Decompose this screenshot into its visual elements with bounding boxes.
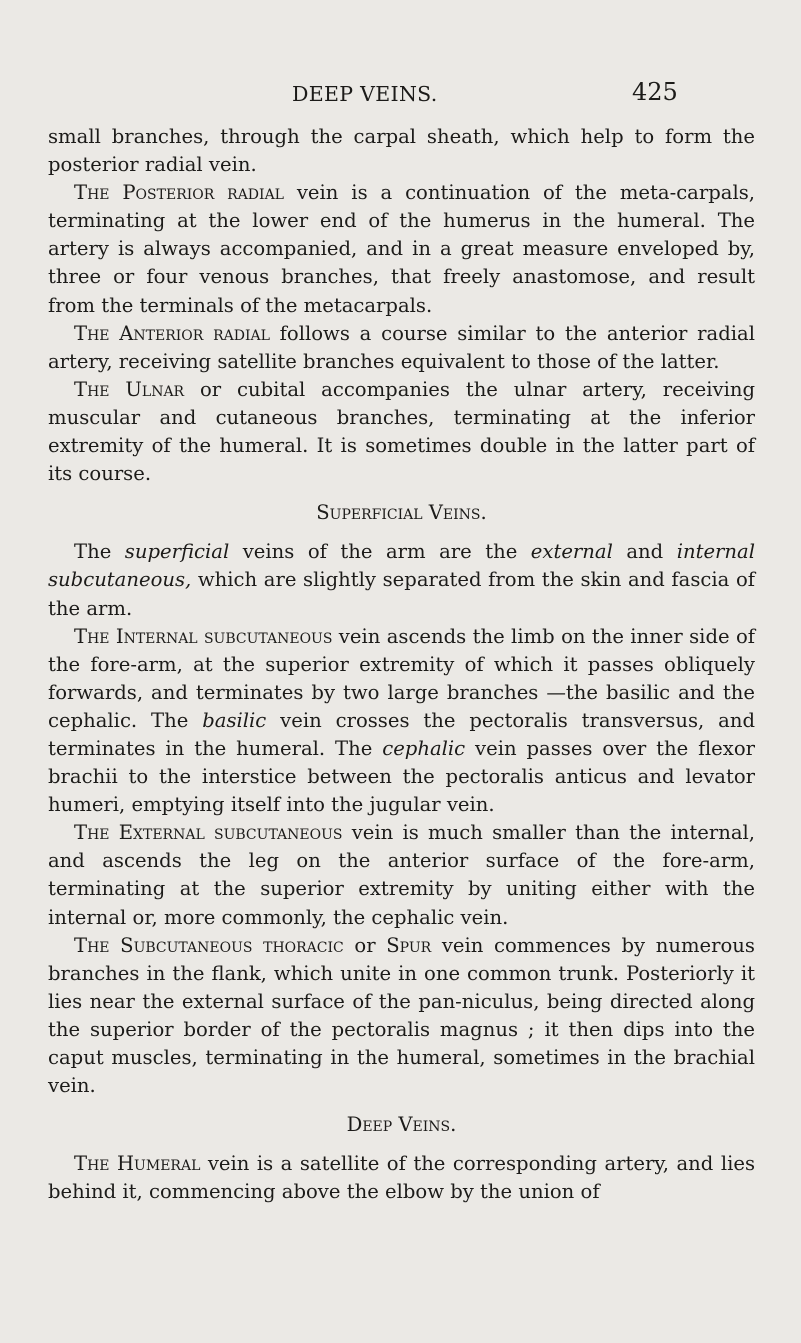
heading-superficial-veins: Superficial Veins. (316, 501, 487, 525)
term-external-subcutaneous: The External subcutaneous (74, 821, 343, 845)
term-ulnar: The Ulnar (74, 377, 185, 401)
paragraph-humeral: The Humeral vein is a satellite of the corresponding artery, and lies behind it, commencing above the elbow by the union of (48, 1152, 755, 1204)
term-anterior-radial: The Anterior radial (74, 321, 270, 345)
body-text (48, 123, 755, 1206)
page-number: 425 (632, 78, 678, 106)
term-posterior-radial: The Posterior radial (74, 181, 284, 205)
paragraph-anterior-radial: The Anterior radial follows a course similar to the anterior radial artery, receiving satellite branches equivalent to those of the latter. (48, 321, 755, 373)
paragraph-continuation: small branches, through the carpal sheath, which help to form the posterior radial vein. (48, 125, 755, 177)
paragraph-posterior-radial: The Posterior radial vein is a continuation of the meta-carpals, terminating at the lower end of the humerus in the humeral. The artery is always accompanied, and in a great measure enveloped by, three or four venous branches, that freely anastomose, and result from the terminals of the metacarpals. (48, 181, 755, 317)
term-subcutaneous-thoracic: The Subcutaneous thoracic (74, 933, 344, 957)
term-spur: Spur (386, 933, 432, 957)
heading-deep-veins: Deep Veins. (346, 1113, 457, 1137)
paragraph-internal-subcutaneous: The Internal subcutaneous vein ascends the limb on the inner side of the fore-arm, at the superior extremity of which it passes obliquely forwards, and terminates by two large branches —the basilic and the cephalic. The basilic vein crosses the pectoralis transversus, and terminates in the humeral. The cephalic vein passes over the flexor brachii to the interstice between the pectoralis anticus and levator humeri, emptying itself into the jugular vein. (48, 624, 755, 817)
term-internal-subcutaneous: The Internal subcutaneous (74, 624, 333, 648)
running-title: DEEP VEINS. (292, 82, 438, 106)
paragraph-subcutaneous-thoracic: The Subcutaneous thoracic or Spur vein commences by numerous branches in the flank, which unite in one common trunk. Posteriorly it lies near the external surface of the pan-niculus, being directed along the superior border of the pectoralis magnus ; it then dips into the caput muscles, terminating in the humeral, sometimes in the brachial vein. (48, 933, 755, 1098)
paragraph-ulnar: The Ulnar or cubital accompanies the ulnar artery, receiving muscular and cutaneous branches, terminating at the inferior extremity of the humeral. It is sometimes double in the latter part of its course. (48, 377, 755, 486)
term-humeral: The Humeral (74, 1152, 201, 1176)
paragraph-external-subcutaneous: The External subcutaneous vein is much smaller than the internal, and ascends the leg on the anterior surface of the fore-arm, terminating at the superior extremity by uniting either with the internal or, more commonly, the cephalic vein. (48, 821, 755, 929)
paragraph-superficial-veins: The superficial veins of the arm are the external and internal subcutaneous, which are slightly separated from the skin and fascia of the arm. (48, 540, 755, 620)
